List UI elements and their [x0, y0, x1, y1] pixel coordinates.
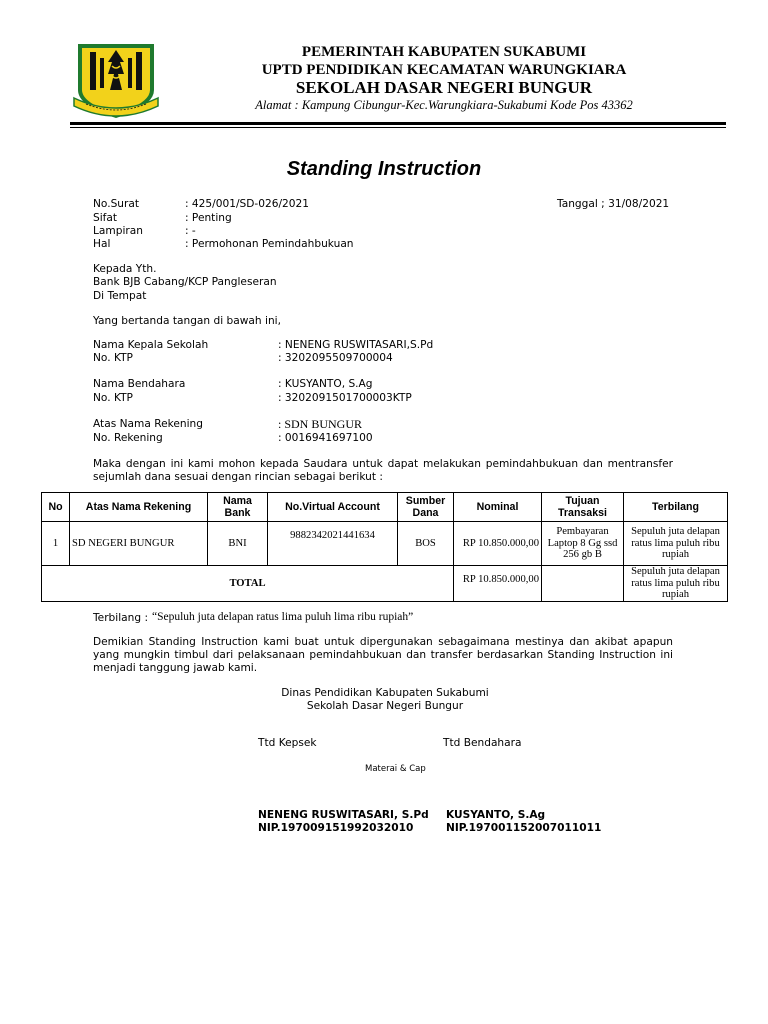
cell-virtual-account: 9882342021441634 [268, 522, 398, 566]
document-title: Standing Instruction [286, 158, 482, 180]
col-header-nominal: Nominal [454, 493, 542, 522]
ktp2-value: : 3202091501700003KTP [278, 392, 412, 404]
total-terbilang: Sepuluh juta delapan ratus lima puluh ribu rupiah [624, 566, 728, 602]
account-name-label: Atas Nama Rekening [93, 418, 203, 430]
kepsek-label: Nama Kepala Sekolah [93, 339, 209, 351]
ktp1-value: : 3202095509700004 [278, 352, 393, 364]
request-paragraph: Maka dengan ini kami mohon kepada Saudara untuk dapat melakukan pemindahbukuan dan mentransfer sejumlah dana sesuai dengan rincian sebagai berikut : [93, 458, 673, 483]
kepsek-value: : NENENG RUSWITASARI,S.Pd [278, 339, 434, 351]
school-crest-logo [72, 40, 160, 122]
table-total-row [42, 566, 728, 602]
account-name-value: : SDN BUNGUR [278, 417, 363, 431]
lampiran-value: : - [185, 225, 196, 237]
table-header-row [42, 493, 728, 522]
closing-paragraph: Demikian Standing Instruction kami buat untuk dipergunakan sebagaimana mestinya dan akibat apapun yang mungkin timbul dari pelaksanaan pemindahbukuan dan transfer berdasarkan Standing Instruction ini menjadi tanggung jawab kami. [93, 636, 673, 674]
header-divider-thin [70, 127, 726, 128]
sifat-value: : Penting [185, 212, 232, 224]
no-surat-label: No.Surat [93, 198, 140, 210]
institution-school: Sekolah Dasar Negeri Bungur [306, 700, 464, 712]
header-uptd: UPTD PENDIDIKAN KECAMATAN WARUNGKIARA [261, 62, 627, 78]
lampiran-label: Lampiran [93, 225, 143, 237]
kepsek-signature-name: NENENG RUSWITASARI, S.Pd [258, 809, 429, 821]
col-header-source: Sumber Dana [398, 493, 454, 522]
cell-bank: BNI [208, 522, 268, 566]
terbilang-label: Terbilang : [93, 612, 149, 624]
total-purpose-empty [542, 566, 624, 602]
col-header-terbilang: Terbilang [624, 493, 728, 522]
sifat-label: Sifat [93, 212, 118, 224]
ttd-bendahara-label: Ttd Bendahara [443, 737, 522, 749]
ttd-kepsek-label: Ttd Kepsek [258, 737, 317, 749]
recipient-salutation: Kepada Yth. [93, 263, 157, 275]
col-header-purpose: Tujuan Transaksi [542, 493, 624, 522]
header-divider-thick [70, 122, 726, 125]
col-header-virtual-account: No.Virtual Account [268, 493, 398, 522]
recipient-bank: Bank BJB Cabang/KCP Pangleseran [93, 276, 277, 288]
header-government: PEMERINTAH KABUPATEN SUKABUMI [301, 44, 587, 60]
cell-source: BOS [398, 522, 454, 566]
no-surat-value: : 425/001/SD-026/2021 [185, 198, 309, 210]
bendahara-value: : KUSYANTO, S.Ag [278, 378, 373, 390]
transfer-details-table [41, 492, 728, 602]
col-header-no: No [42, 493, 70, 522]
col-header-bank: Nama Bank [208, 493, 268, 522]
col-header-account-name: Atas Nama Rekening [70, 493, 208, 522]
hal-value: : Permohonan Pemindahbukuan [185, 238, 354, 250]
account-number-label: No. Rekening [93, 432, 163, 444]
cell-account-name: SD NEGERI BUNGUR [70, 522, 208, 566]
ktp1-label: No. KTP [93, 352, 133, 364]
institution-dinas: Dinas Pendidikan Kabupaten Sukabumi [281, 687, 489, 699]
materai-label: Materai & Cap [365, 764, 426, 774]
bendahara-label: Nama Bendahara [93, 378, 186, 390]
total-nominal: RP 10.850.000,00 [454, 566, 542, 602]
total-label: TOTAL [42, 566, 454, 602]
bendahara-signature-name: KUSYANTO, S.Ag [446, 809, 546, 821]
header-address: Alamat : Kampung Cibungur-Kec.Warungkiara-Sukabumi Kode Pos 43362 [255, 98, 633, 112]
cell-nominal: RP 10.850.000,00 [454, 522, 542, 566]
bendahara-signature-nip: NIP.197001152007011011 [446, 822, 602, 834]
table-row [42, 522, 728, 566]
header-school-name: SEKOLAH DASAR NEGERI BUNGUR [295, 78, 593, 97]
terbilang-value: “Sepuluh juta delapan ratus lima puluh lima ribu rupiah” [152, 611, 414, 623]
kepsek-signature-nip: NIP.197009151992032010 [258, 822, 414, 834]
account-number-value: : 0016941697100 [278, 432, 373, 444]
cell-no: 1 [42, 522, 70, 566]
recipient-place: Di Tempat [93, 290, 147, 302]
ktp2-label: No. KTP [93, 392, 133, 404]
cell-purpose: Pembayaran Laptop 8 Gg ssd 256 gb B [542, 522, 624, 566]
intro-text: Yang bertanda tangan di bawah ini, [93, 315, 281, 327]
cell-terbilang: Sepuluh juta delapan ratus lima puluh ribu rupiah [624, 522, 728, 566]
date: Tanggal ; 31/08/2021 [557, 198, 670, 210]
hal-label: Hal [93, 238, 111, 250]
